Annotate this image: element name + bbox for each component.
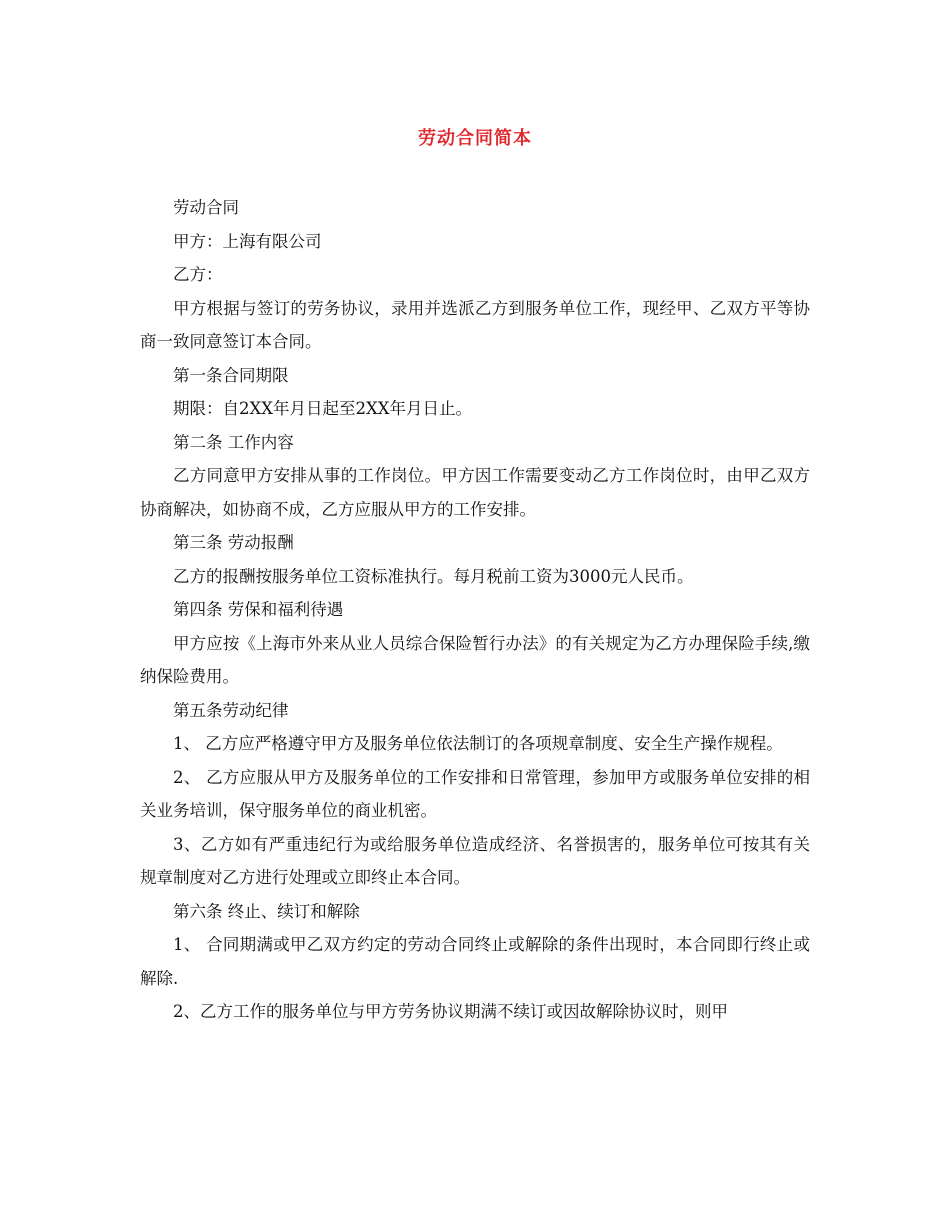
article-5-item-2: 2、 乙方应服从甲方及服务单位的工作安排和日常管理，参加甲方或服务单位安排的相关业务培训，保守服务单位的商业机密。 (140, 767, 810, 820)
article-4-content: 甲方应按《上海市外来从业人员综合保险暂行办法》的有关规定为乙方办理保险手续,缴纳保险费用。 (140, 633, 810, 686)
article-2-content: 乙方同意甲方安排从事的工作岗位。甲方因工作需要变动乙方工作岗位时，由甲乙双方协商解决，如协商不成，乙方应服从甲方的工作安排。 (140, 466, 810, 519)
article-6-heading: 第六条 终止、续订和解除 (173, 901, 360, 921)
document-body (140, 191, 810, 1029)
article-1-heading: 第一条合同期限 (173, 365, 289, 385)
paragraph-contract-heading: 劳动合同 (173, 198, 239, 217)
article-3-heading: 第三条 劳动报酬 (173, 533, 294, 552)
paragraph-party-b: 乙方： (173, 265, 223, 284)
article-2-heading: 第二条 工作内容 (173, 432, 294, 452)
article-5-heading: 第五条劳动纪律 (173, 700, 289, 720)
article-5-item-1: 1、 乙方应严格遵守甲方及服务单位依法制订的各项规章制度、安全生产操作规程。 (173, 734, 783, 753)
article-1-term: 期限：自2XX年月日起至2XX年月日止。 (173, 399, 472, 418)
article-6-item-2: 2、乙方工作的服务单位与甲方劳务协议期满不续订或因故解除协议时，则甲 (173, 1002, 728, 1021)
article-5-item-3: 3、乙方如有严重违纪行为或给服务单位造成经济、名誉损害的，服务单位可按其有关规章制度对乙方进行处理或立即终止本合同。 (140, 834, 810, 887)
paragraph-preamble: 甲方根据与签订的劳务协议，录用并选派乙方到服务单位工作，现经甲、乙双方平等协商一致同意签订本合同。 (140, 298, 810, 351)
document-title: 劳动合同简本 (418, 128, 532, 149)
article-3-content: 乙方的报酬按服务单位工资标准执行。每月税前工资为3000元人民币。 (173, 566, 694, 586)
article-6-item-1: 1、 合同期满或甲乙双方约定的劳动合同终止或解除的条件出现时，本合同即行终止或解除. (140, 935, 810, 988)
paragraph-party-a: 甲方：上海有限公司 (173, 231, 322, 251)
article-4-heading: 第四条 劳保和福利待遇 (173, 600, 344, 619)
